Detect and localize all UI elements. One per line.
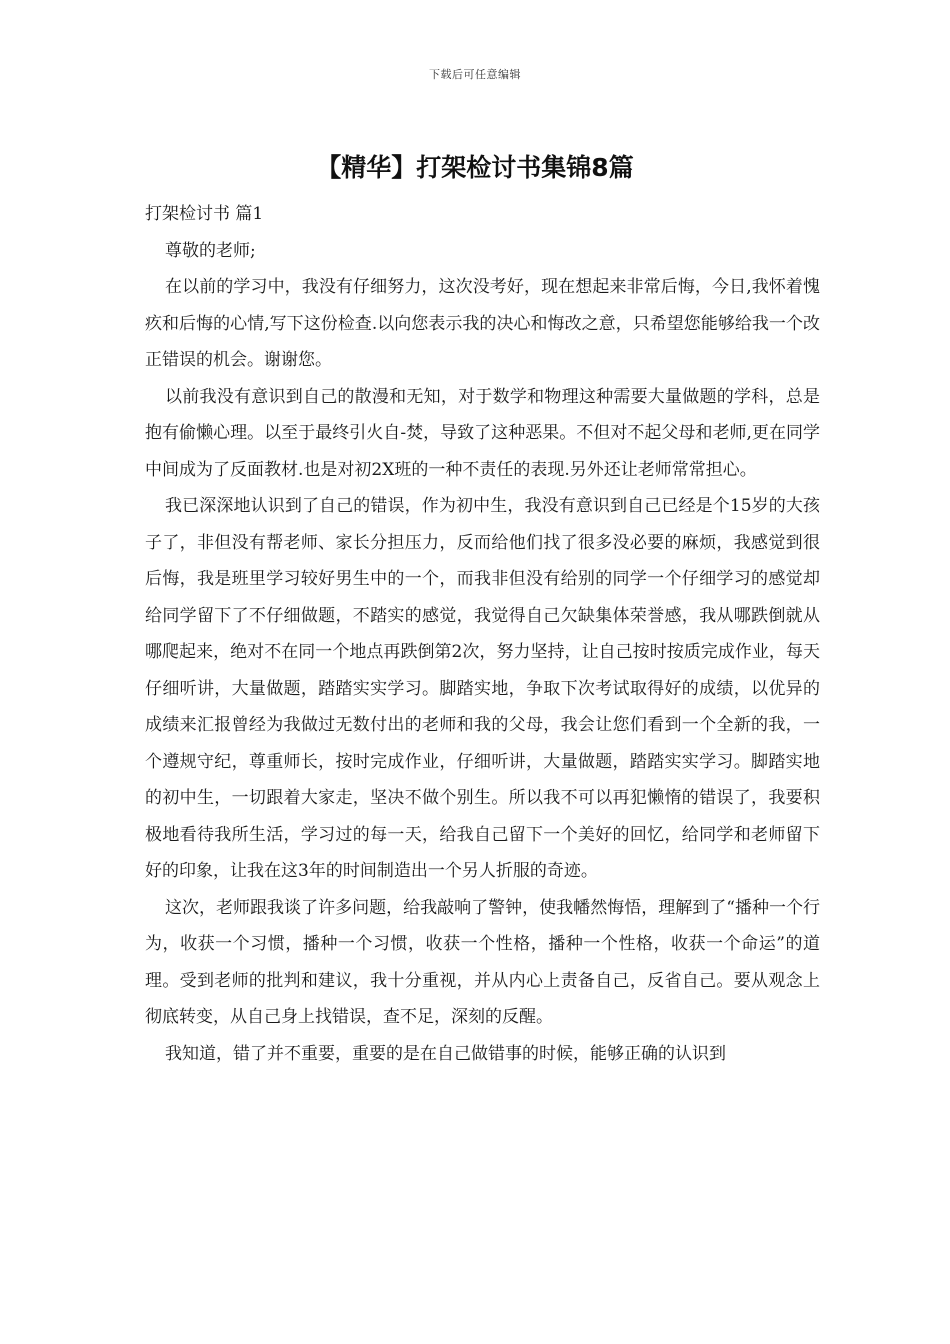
document-title: 【精华】打架检讨书集锦8篇 (316, 153, 634, 182)
page-header-note: 下载后可任意编辑 (429, 68, 521, 81)
body-paragraph-1: 在以前的学习中，我没有仔细努力，这次没考好，现在想起来非常后悔，今日,我怀着愧疚和后悔的心情,写下这份检查.以向您表示我的决心和悔改之意，只希望您能够给我一个改正错误的机会。谢谢您。 (145, 277, 820, 370)
salutation-paragraph: 尊敬的老师; (165, 240, 256, 261)
section-heading: 打架检讨书 篇1 (145, 204, 264, 224)
body-paragraph-3: 我已深深地认识到了自己的错误，作为初中生，我没有意识到自己已经是个15岁的大孩子了，非但没有帮老师、家长分担压力，反而给他们找了很多没必要的麻烦，我感觉到很后悔，我是班里学习较好男生中的一个，而我非但没有给别的同学一个仔细学习的感觉却给同学留下了不仔细做题，不踏实的感觉，我觉得自己欠缺集体荣誉感，我从哪跌倒就从哪爬起来，绝对不在同一个地点再跌倒第2次，努力坚持，让自己按时按质完成作业，每天仔细听讲，大量做题，踏踏实实学习。脚踏实地，争取下次考试取得好的成绩，以优异的成绩来汇报曾经为我做过无数付出的老师和我的父母，我会让您们看到一个全新的我，一个遵规守纪，尊重师长，按时完成作业，仔细听讲，大量做题，踏踏实实学习。脚踏实地的初中生，一切跟着大家走，坚决不做个别生。所以我不可以再犯懒惰的错误了，我要积极地看待我所生活，学习过的每一天，给我自己留下一个美好的回忆，给同学和老师留下好的印象，让我在这3年的时间制造出一个另人折服的奇迹。 (145, 496, 820, 881)
body-paragraph-5: 我知道，错了并不重要，重要的是在自己做错事的时候，能够正确的认识到 (165, 1043, 726, 1064)
document-body (145, 196, 820, 1072)
body-paragraph-4: 这次，老师跟我谈了许多问题，给我敲响了警钟，使我幡然悔悟，理解到了“播种一个行为，收获一个习惯，播种一个习惯，收获一个性格，播种一个性格，收获一个命运”的道理。受到老师的批判和建议，我十分重视，并从内心上责备自己，反省自己。要从观念上彻底转变，从自己身上找错误，查不足，深刻的反醒。 (145, 897, 820, 1027)
body-paragraph-2: 以前我没有意识到自己的散漫和无知，对于数学和物理这种需要大量做题的学科，总是抱有偷懒心理。以至于最终引火自-焚，导致了这种恶果。不但对不起父母和老师,更在同学中间成为了反面教材.也是对初2X班的一种不责任的表现.另外还让老师常常担心。 (145, 386, 820, 480)
